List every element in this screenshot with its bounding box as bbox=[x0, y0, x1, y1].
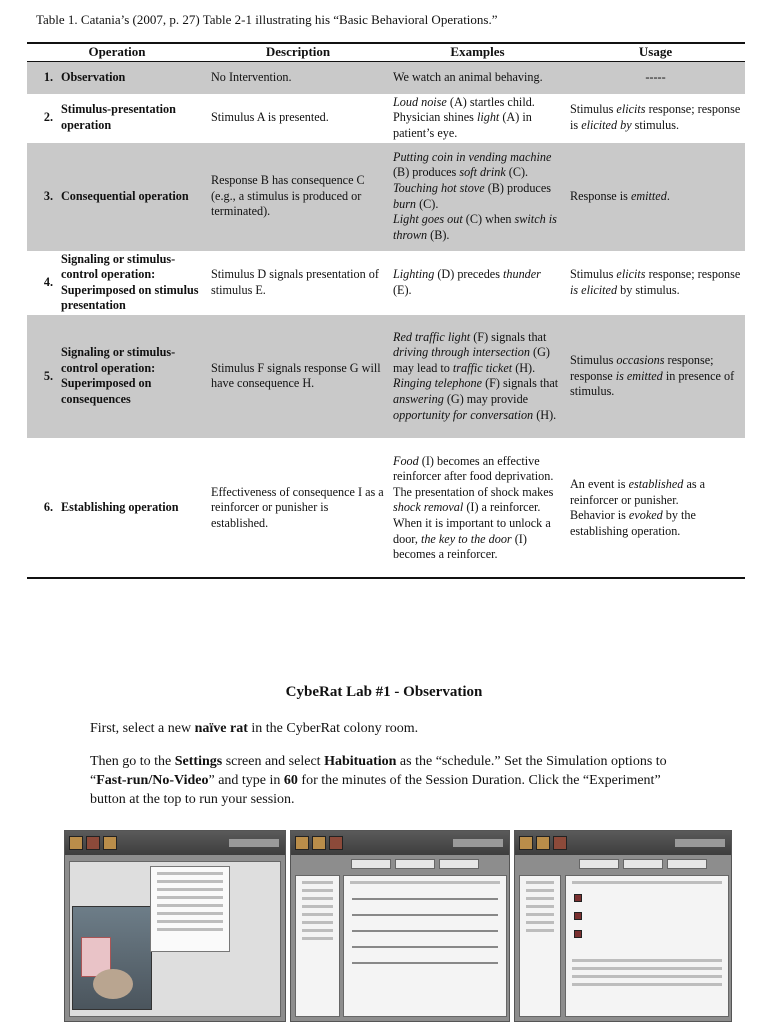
operation-name: Signaling or stimulus-control operation: Superimposed on consequences bbox=[57, 314, 207, 438]
operation-name: Establishing operation bbox=[61, 500, 179, 515]
app-toolbar bbox=[65, 831, 285, 855]
lab-instruction-1: First, select a new naïve rat in the CyberRat colony room. bbox=[90, 721, 419, 736]
table-row bbox=[27, 314, 745, 438]
rat-cage-image bbox=[72, 906, 152, 1010]
header-operation: Operation bbox=[27, 43, 207, 61]
settings-slider bbox=[352, 930, 498, 932]
settings-tab bbox=[623, 859, 663, 869]
table-row bbox=[27, 94, 745, 142]
simulation-options-panel bbox=[565, 875, 729, 1017]
table-row bbox=[27, 61, 745, 94]
settings-tab bbox=[667, 859, 707, 869]
toolbar-icon bbox=[69, 836, 83, 850]
lab-instruction-2: Then go to the Settings screen and select Habituation as the “schedule.” Set the Simulation options to “Fast-run/No-Video” and type in 60 for the minutes of the Session Duration. Click the “Experiment” button at the top to run your session. bbox=[90, 754, 667, 807]
table-caption: Table 1. Catania’s (2007, p. 27) Table 2-1 illustrating his “Basic Behavioral Operations.” bbox=[36, 12, 498, 27]
settings-tab bbox=[579, 859, 619, 869]
row-number: 2. bbox=[43, 110, 53, 125]
settings-slider bbox=[352, 946, 498, 948]
lab-title: CybeRat Lab #1 - Observation bbox=[285, 684, 483, 700]
toolbar-icon bbox=[553, 836, 567, 850]
operation-name: Signaling or stimulus-control operation: Superimposed on stimulus presentation bbox=[61, 251, 199, 313]
operation-usage: ----- bbox=[566, 61, 745, 94]
table-row bbox=[27, 251, 745, 314]
toolbar-icon bbox=[103, 836, 117, 850]
toolbar-icon bbox=[536, 836, 550, 850]
settings-slider bbox=[352, 898, 498, 900]
table-row bbox=[27, 438, 745, 578]
row-number: 6. bbox=[43, 500, 53, 515]
operation-name: Stimulus-presentation operation bbox=[61, 102, 176, 132]
toolbar-icon bbox=[86, 836, 100, 850]
settings-tab bbox=[395, 859, 435, 869]
toolbar-title bbox=[229, 839, 279, 847]
row-number: 4. bbox=[43, 274, 53, 289]
schedule-list bbox=[519, 875, 561, 1017]
toolbar-icon bbox=[295, 836, 309, 850]
app-toolbar bbox=[291, 831, 509, 855]
row-number: 5. bbox=[27, 314, 57, 438]
operation-description: Effectiveness of consequence I as a reinforcer or punisher is established. bbox=[211, 484, 384, 530]
operation-examples: Food (I) becomes an effective reinforcer after food deprivation. The presentation of shock makes shock removal (I) a reinforcer. When it is important to unlock a door, the key to the door (I) becomes a reinforcer. bbox=[393, 453, 554, 562]
operation-examples: Putting coin in vending machine (B) produces soft drink (C). Touching hot stove (B) produces burn (C). Light goes out (C) when switch is thrown (B). bbox=[389, 142, 566, 251]
operation-name: Consequential operation bbox=[57, 142, 207, 251]
operation-name: Observation bbox=[57, 61, 207, 94]
header-examples: Examples bbox=[389, 43, 566, 61]
cyberrat-simulation-options-screenshot bbox=[514, 830, 732, 1022]
settings-tab bbox=[351, 859, 391, 869]
operation-usage: Stimulus elicits response; response is elicited by stimulus. bbox=[570, 102, 741, 132]
operation-description: Stimulus F signals response G will have consequence H. bbox=[207, 314, 389, 438]
table-header-row bbox=[27, 43, 745, 61]
operation-description: No Intervention. bbox=[207, 61, 389, 94]
operation-usage: Response is emitted. bbox=[566, 142, 745, 251]
schedule-list bbox=[295, 875, 340, 1017]
option-checkbox bbox=[574, 930, 582, 938]
colony-panel bbox=[69, 861, 281, 1017]
header-description: Description bbox=[207, 43, 389, 61]
operation-usage: Stimulus occasions response; response is emitted in presence of stimulus. bbox=[566, 314, 745, 438]
operation-description: Response B has consequence C (e.g., a stimulus is produced or terminated). bbox=[207, 142, 389, 251]
toolbar-icon bbox=[519, 836, 533, 850]
operation-usage: Stimulus elicits response; response is elicited by stimulus. bbox=[570, 267, 741, 297]
rat-image bbox=[93, 969, 133, 999]
schedule-settings-panel bbox=[343, 875, 507, 1017]
row-number: 1. bbox=[27, 61, 57, 94]
rat-selection-dialog bbox=[150, 866, 230, 952]
cyberrat-settings-screenshot bbox=[290, 830, 510, 1022]
operation-examples: Loud noise (A) startles child. Physician shines light (A) in patient’s eye. bbox=[393, 94, 535, 140]
operation-examples: We watch an animal behaving. bbox=[389, 61, 566, 94]
header-usage: Usage bbox=[566, 43, 745, 61]
toolbar-title bbox=[675, 839, 725, 847]
behavioral-operations-table bbox=[27, 42, 745, 579]
toolbar-icon bbox=[329, 836, 343, 850]
operation-examples: Lighting (D) precedes thunder (E). bbox=[393, 267, 541, 297]
operation-examples: Red traffic light (F) signals that driving through intersection (G) may lead to traffic ticket (H). Ringing telephone (F) signals that answering (G) may provide opportunity for conversation (H). bbox=[389, 314, 566, 438]
row-number: 3. bbox=[27, 142, 57, 251]
operation-description: Stimulus D signals presentation of stimulus E. bbox=[211, 267, 379, 297]
toolbar-icon bbox=[312, 836, 326, 850]
cyberrat-colony-screenshot bbox=[64, 830, 286, 1022]
operation-usage: An event is established as a reinforcer or punisher. Behavior is evoked by the establishing operation. bbox=[570, 476, 706, 538]
option-checkbox bbox=[574, 912, 582, 920]
settings-slider bbox=[352, 962, 498, 964]
operation-description: Stimulus A is presented. bbox=[211, 110, 329, 125]
settings-slider bbox=[352, 914, 498, 916]
app-toolbar bbox=[515, 831, 731, 855]
toolbar-title bbox=[453, 839, 503, 847]
settings-tab bbox=[439, 859, 479, 869]
table-row bbox=[27, 142, 745, 251]
option-checkbox bbox=[574, 894, 582, 902]
